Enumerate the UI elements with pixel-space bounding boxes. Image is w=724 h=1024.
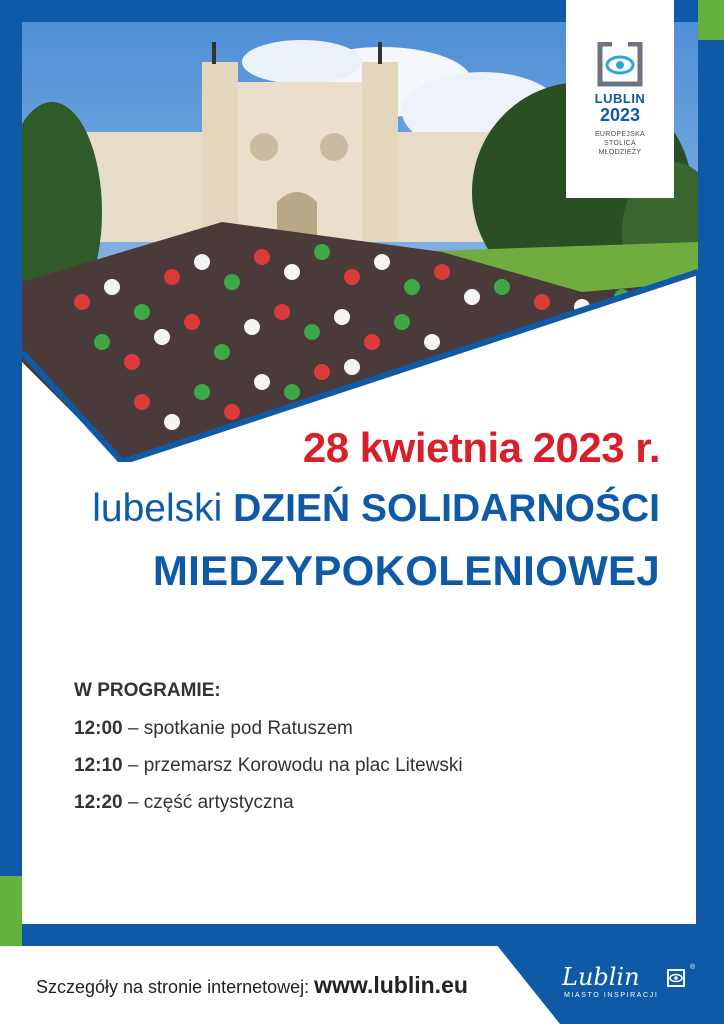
badge-subtitle: [595, 130, 645, 157]
lublin-logo-tagline: MIASTO INSPIRACJI: [564, 992, 659, 999]
title-prefix: lubelski: [92, 487, 234, 530]
program-heading: W PROGRAMIE:: [74, 680, 221, 701]
badge-sub-line2: STOLICA: [604, 140, 636, 147]
frame-left: [0, 0, 22, 1024]
event-title-line2: MIEDZYPOKOLENIOWEJ: [152, 547, 660, 594]
program-time: 12:00: [74, 718, 123, 739]
program-text: – przemarsz Korowodu na plac Litewski: [122, 755, 463, 776]
castle-eye-icon: [666, 968, 686, 988]
green-accent-top-right: [698, 0, 724, 40]
program-item: [74, 784, 463, 821]
footer-label: Szczegóły na stronie internetowej:: [36, 977, 315, 997]
program-time: 12:10: [74, 755, 123, 776]
badge-sub-line3: MŁODZIEŻY: [598, 149, 642, 156]
badge-sub-line1: EUROPEJSKA: [594, 131, 646, 138]
footer-text: [36, 970, 468, 1002]
event-date: 28 kwietnia 2023 r.: [302, 424, 660, 471]
program-text: – spotkanie pod Ratuszem: [122, 718, 353, 739]
program-item: [74, 710, 463, 747]
badge-line1: LUBLIN: [594, 91, 646, 106]
castle-eye-icon: [596, 42, 644, 88]
website-link[interactable]: www.lublin.eu: [314, 972, 468, 998]
program-section: [74, 676, 463, 821]
frame-right: [696, 0, 724, 1024]
event-title-line1: [92, 486, 660, 532]
program-time: 12:20: [74, 792, 123, 813]
program-item: [74, 747, 463, 784]
title-main: DZIEŃ SOLIDARNOŚCI: [233, 487, 660, 530]
lublin-logo-word: Lublin: [562, 963, 640, 991]
badge-line2: 2023: [599, 105, 641, 125]
lublin-logo: [562, 962, 702, 1010]
lublin-2023-badge: [566, 0, 674, 198]
registered-mark: ®: [690, 964, 696, 971]
program-text: – część artystyczna: [122, 792, 294, 813]
